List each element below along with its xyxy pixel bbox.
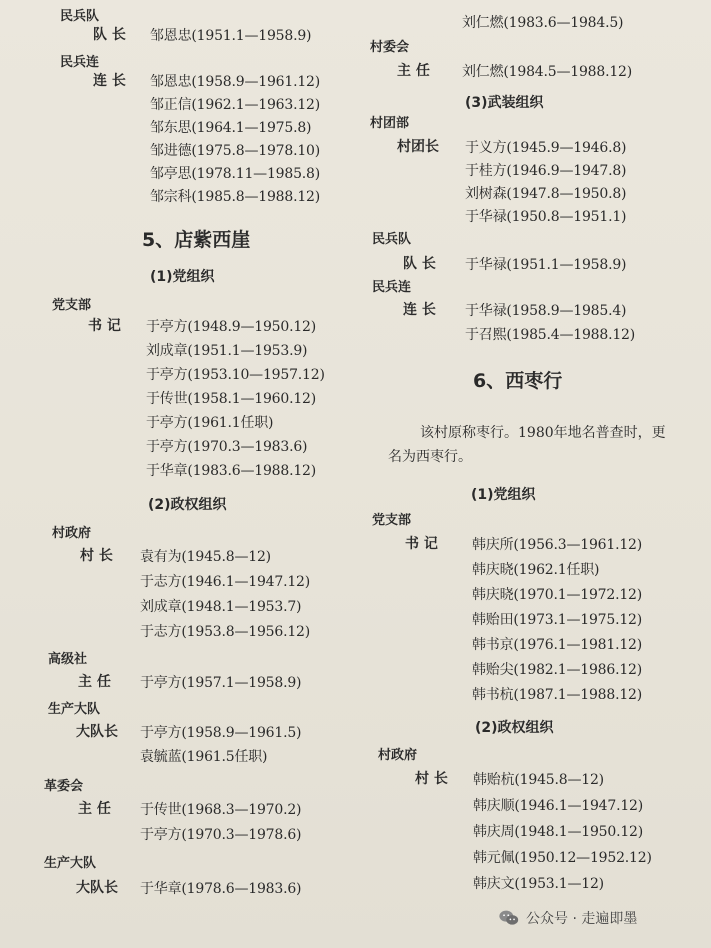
person-entry: 于义方(1945.9—1946.8) — [465, 140, 627, 156]
org-label: 高级社 — [48, 652, 88, 667]
subsection-title: (3)武装组织 — [465, 95, 544, 111]
person-entry: 邹亭思(1978.11—1985.8) — [150, 166, 321, 182]
org-label: 村政府 — [378, 748, 418, 763]
position-label: 队 长 — [93, 27, 126, 43]
person-entry: 于传世(1968.3—1970.2) — [140, 802, 302, 818]
person-entry: 韩庆晓(1962.1任职) — [472, 562, 600, 578]
subsection-title: (1)党组织 — [150, 269, 215, 285]
person-entry: 于亭方(1958.9—1961.5) — [140, 725, 302, 741]
person-entry: 于华禄(1958.9—1985.4) — [465, 303, 627, 319]
position-label: 大队长 — [76, 880, 118, 896]
subsection-title: (2)政权组织 — [148, 497, 227, 513]
person-entry: 于志方(1953.8—1956.12) — [140, 624, 311, 640]
position-label: 主 任 — [78, 674, 111, 690]
position-label: 连 长 — [93, 73, 126, 89]
position-label: 村团长 — [397, 139, 439, 155]
section-title: 6、西枣行 — [473, 370, 563, 392]
position-label: 主 任 — [397, 63, 430, 79]
position-label: 书 记 — [88, 318, 121, 334]
subsection-title: (1)党组织 — [471, 487, 536, 503]
person-entry: 于华禄(1950.8—1951.1) — [465, 209, 627, 225]
person-entry: 邹东思(1964.1—1975.8) — [150, 120, 312, 136]
person-entry: 韩贻杭(1945.8—12) — [473, 772, 604, 788]
org-label: 村政府 — [52, 526, 92, 541]
person-entry: 袁毓蓝(1961.5任职) — [140, 749, 268, 765]
person-entry: 刘树森(1947.8—1950.8) — [465, 186, 627, 202]
person-entry: 于桂方(1946.9—1947.8) — [465, 163, 627, 179]
position-label: 大队长 — [76, 724, 118, 740]
person-entry: 邹恩忠(1958.9—1961.12) — [150, 74, 321, 90]
person-entry: 韩庆所(1956.3—1961.12) — [472, 537, 643, 553]
person-entry: 韩元佩(1950.12—1952.12) — [473, 850, 652, 866]
person-entry: 韩贻田(1973.1—1975.12) — [472, 612, 643, 628]
org-label: 党支部 — [372, 513, 412, 528]
subsection-title: (2)政权组织 — [475, 720, 554, 736]
person-entry: 韩庆文(1953.1—12) — [473, 876, 604, 892]
org-label: 民兵队 — [60, 9, 100, 24]
org-label: 生产大队 — [48, 702, 101, 717]
person-entry: 于亭方(1957.1—1958.9) — [140, 675, 302, 691]
person-entry: 韩书杭(1987.1—1988.12) — [472, 687, 643, 703]
person-entry: 于亭方(1948.9—1950.12) — [146, 319, 317, 335]
person-entry: 韩贻尖(1982.1—1986.12) — [472, 662, 643, 678]
org-label: 民兵连 — [372, 280, 412, 295]
watermark — [498, 907, 637, 929]
position-label: 村 长 — [415, 771, 448, 787]
position-label: 连 长 — [403, 302, 436, 318]
org-label: 村委会 — [370, 40, 410, 55]
person-entry: 于志方(1946.1—1947.12) — [140, 574, 311, 590]
position-label: 主 任 — [78, 801, 111, 817]
person-entry: 于亭方(1961.1任职) — [146, 415, 274, 431]
org-label: 党支部 — [52, 298, 92, 313]
section-intro-paragraph: 该村原称枣行。1980年地名普查时，更名为西枣行。 — [388, 425, 666, 465]
person-entry: 韩庆周(1948.1—1950.12) — [473, 824, 644, 840]
person-entry: 于亭方(1970.3—1978.6) — [140, 827, 302, 843]
person-entry: 袁有为(1945.8—12) — [140, 549, 271, 565]
person-entry: 邹恩忠(1951.1—1958.9) — [150, 28, 312, 44]
person-entry: 刘成章(1951.1—1953.9) — [146, 343, 308, 359]
org-label: 革委会 — [44, 779, 84, 794]
person-entry: 于华禄(1951.1—1958.9) — [465, 257, 627, 273]
position-label: 村 长 — [80, 548, 113, 564]
section-title: 5、店紫西崖 — [142, 229, 251, 251]
org-label: 民兵连 — [60, 55, 100, 70]
person-entry: 于召熙(1985.4—1988.12) — [465, 327, 636, 343]
person-entry: 于华章(1978.6—1983.6) — [140, 881, 302, 897]
person-entry: 于亭方(1953.10—1957.12) — [146, 367, 325, 383]
position-label: 书 记 — [405, 536, 438, 552]
person-entry: 邹正信(1962.1—1963.12) — [150, 97, 321, 113]
person-entry: 刘仁燃(1983.6—1984.5) — [462, 15, 624, 31]
person-entry: 于亭方(1970.3—1983.6) — [146, 439, 308, 455]
person-entry: 于华章(1983.6—1988.12) — [146, 463, 317, 479]
org-label: 村团部 — [370, 116, 410, 131]
person-entry: 韩庆晓(1970.1—1972.12) — [472, 587, 643, 603]
person-entry: 刘仁燃(1984.5—1988.12) — [462, 64, 633, 80]
person-entry: 于传世(1958.1—1960.12) — [146, 391, 317, 407]
person-entry: 刘成章(1948.1—1953.7) — [140, 599, 302, 615]
watermark-text: 公众号 · 走遍即墨 — [526, 911, 638, 927]
person-entry: 韩书京(1976.1—1981.12) — [472, 637, 643, 653]
person-entry: 邹宗科(1985.8—1988.12) — [150, 189, 321, 205]
org-label: 民兵队 — [372, 232, 412, 247]
person-entry: 邹进德(1975.8—1978.10) — [150, 143, 321, 159]
person-entry: 韩庆顺(1946.1—1947.12) — [473, 798, 644, 814]
position-label: 队 长 — [403, 256, 436, 272]
org-label: 生产大队 — [44, 856, 97, 871]
wechat-icon — [498, 907, 520, 929]
